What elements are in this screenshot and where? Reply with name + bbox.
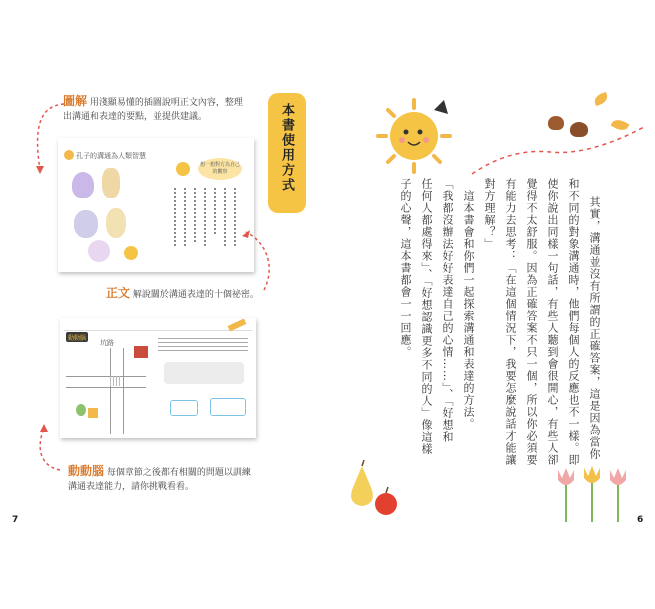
cartoon-person-5 [88, 240, 110, 262]
preview-sun-character [176, 162, 190, 176]
exercise-callout [68, 464, 258, 494]
answer-box-right [210, 398, 246, 416]
spread-preview-thumbnail [58, 138, 254, 272]
map-crosswalk [110, 376, 122, 386]
cartoon-sun [124, 246, 138, 260]
main-text-desc: 解說關於溝通表達的十個祕密。 [132, 290, 259, 300]
tulips-illustration [552, 460, 636, 524]
preview-text-col-5 [214, 188, 216, 236]
body-text-col-5: 有能力去思考：「在這個情況下，我要怎麼說話才能讓 [504, 178, 517, 466]
exercise-badge-text: 動動腦 [68, 335, 87, 342]
question-text-lines [158, 338, 248, 352]
body-text-col-10: 子的心聲，這本書都會一一回應。 [399, 178, 412, 358]
map-tree-icon [76, 404, 86, 416]
exercise-preview-thumbnail [60, 318, 256, 438]
exercise-desc-1: 每個章節之後都有相關的問題以訓練 [106, 468, 251, 478]
illustration-desc-2: 出溝通和表達的要點，並提供建議。 [63, 112, 208, 122]
preview-caption: 想一想對方為自己的觀察 [200, 162, 241, 175]
map-road-horizontal [66, 376, 146, 388]
exercise-title: 動動腦 [68, 464, 105, 478]
answer-box-grey [164, 362, 244, 384]
illustration-callout [63, 94, 263, 124]
dashed-arrow-3 [30, 420, 70, 480]
preview-text-col-1 [174, 188, 176, 248]
street-label: 坑路 [100, 339, 114, 347]
illustration-desc-1: 用淺顯易懂的插圖說明正文內容，整理 [89, 98, 243, 108]
body-text-col-8: 「我都沒辦法好好表達自己的心情……」、「好想和 [441, 178, 454, 443]
map-slide-icon [88, 408, 98, 418]
exercise-desc-2: 溝通表達能力，請你挑戰看看。 [68, 482, 195, 492]
preview-label-badge [64, 150, 74, 160]
body-text-col-2: 和不同的對象溝通時，他們每個人的反應也不一樣。即 [567, 178, 580, 466]
main-text-callout [106, 286, 276, 302]
left-page-number: 7 [12, 515, 19, 525]
banner-text: 本書使用方式 [279, 103, 294, 193]
main-text-title: 正文 [106, 286, 131, 300]
preview-text-col-3 [194, 188, 196, 244]
answer-box-left [170, 400, 198, 416]
body-text-col-4: 覺得不太舒服。因為正確答案不只一個，所以你必須要 [525, 178, 538, 466]
illustration-title: 圖解 [63, 94, 88, 108]
leaf-icon-1 [593, 92, 610, 106]
map-road-vertical [110, 348, 124, 434]
pear-and-apple-illustration [346, 460, 406, 516]
body-text-col-1: 其實，溝通並沒有所謂的正確答案，這是因為當你 [588, 196, 601, 460]
cartoon-person-4 [106, 208, 126, 238]
cartoon-person-3 [74, 210, 98, 238]
exercise-badge [66, 332, 88, 342]
chestnut-icon-1 [548, 116, 564, 130]
sun-character-illustration [374, 96, 454, 176]
preview-small-label: 孔子的溝通為人類智慧 [76, 152, 146, 160]
usage-banner [268, 93, 306, 213]
cartoon-person-2 [102, 168, 120, 198]
body-text-col-7: 這本書會和你們一起探索溝通和表達的方法。 [462, 178, 475, 430]
right-page-number: 6 [637, 515, 644, 525]
body-text-col-3: 使你說出同樣一句話，有些人聽到會很開心，有些人卻 [546, 178, 559, 466]
preview-text-col-6 [224, 188, 226, 248]
body-text-col-9: 任何人都處得來」、「好想認識更多不同的人」像這樣 [420, 178, 433, 455]
map-house-icon [134, 346, 148, 358]
preview-text-col-2 [184, 188, 186, 248]
body-text-col-6: 對方理解？」 [483, 178, 496, 250]
preview-text-col-4 [204, 188, 206, 248]
chestnut-icon-2 [570, 122, 588, 137]
cartoon-person-1 [72, 172, 94, 198]
